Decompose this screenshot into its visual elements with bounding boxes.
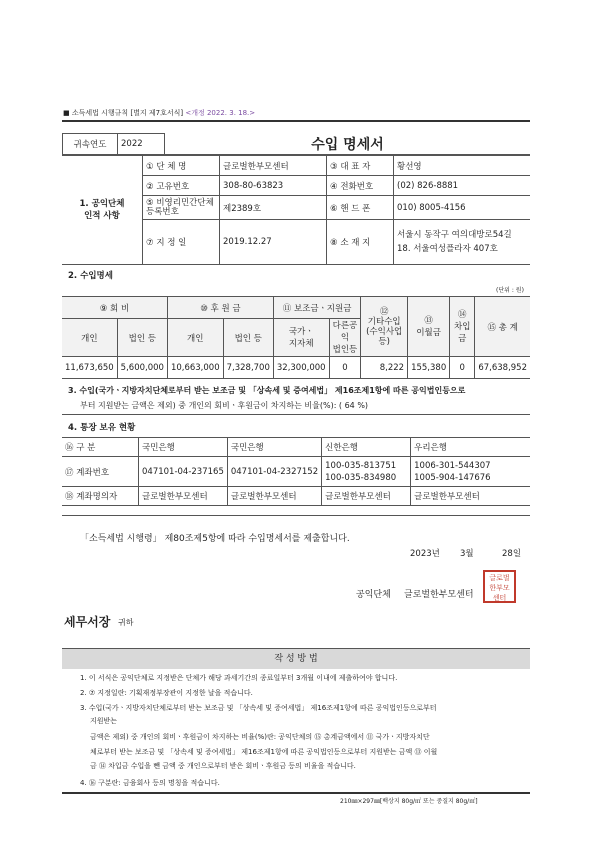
mobile-value: 010) 8005-4156	[394, 196, 531, 220]
val-fee-individual: 11,673,650	[62, 357, 117, 379]
income-unit: (단위 : 원)	[496, 287, 524, 294]
income-table	[62, 296, 530, 379]
rep-label: ③ 대 표 자	[327, 156, 394, 176]
sub-corp: 법인 등	[117, 319, 167, 357]
phone-label: ④ 전화번호	[327, 176, 394, 196]
addr-value: 서울시 동작구 여의대방로54길 18. 서울여성플라자 407호	[394, 220, 531, 265]
paper-spec: 210㎜×297㎜[백상지 80g/㎡ 또는 중질지 80g/㎡]	[340, 798, 478, 805]
idno-value: 308-80-63823	[220, 176, 327, 196]
income-section-title: 2. 수입명세	[68, 271, 113, 281]
holder-2: 글로벌한부모센터	[227, 487, 321, 506]
org-name: 글로벌한부모센터	[220, 156, 327, 176]
date-value: 2019.12.27	[220, 220, 327, 265]
acct-2: 047101-04-2327152	[227, 457, 321, 487]
mobile-label: ⑥ 핸 드 폰	[327, 196, 394, 220]
col-fee: ⑨ 회 비	[62, 297, 167, 319]
holder-label: ⑱ 계좌명의자	[62, 487, 139, 506]
col-carry: ⑬ 이월금	[408, 297, 450, 357]
sub-individual2: 개인	[167, 319, 223, 357]
sub-individual: 개인	[62, 319, 117, 357]
org-info-table	[62, 155, 530, 265]
form-title: 수입 명세서	[165, 134, 531, 155]
guide-item-3-cont3: 체로부터 받는 보조금 및 「상속세 및 증여세법」 제16조제1항에 따른 공익법인등으로부터 지원받는 금액 ⑬ 이월	[90, 748, 438, 756]
guide-item-2: 2. ⑦ 지정일란: 기획재정부장관이 지정한 날을 적습니다.	[80, 689, 253, 697]
header-bullet: ■	[63, 109, 70, 117]
holder-1: 글로벌한부모센터	[139, 487, 228, 506]
guide-item-1: 1. 이 서식은 공익단체로 지정받은 단체가 해당 과세기간의 종료일부터 3개월 이내에 제출하여야 합니다.	[80, 674, 398, 682]
bank-label: ⑯ 구 분	[62, 438, 139, 457]
signer-name: 글로벌한부모센터	[404, 590, 474, 600]
holder-4: 글로벌한부모센터	[411, 487, 530, 506]
val-subsidy-gov: 32,300,000	[273, 357, 329, 379]
val-donation-corp: 7,328,700	[223, 357, 273, 379]
bank-2: 국민은행	[227, 438, 321, 457]
guide-title: 작 성 방 법	[62, 648, 530, 669]
val-carry: 155,380	[408, 357, 450, 379]
year-label: 귀속연도	[63, 134, 118, 155]
accounts-table	[62, 437, 530, 506]
val-fee-corp: 5,600,000	[117, 357, 167, 379]
guide-item-3-cont2: 금액은 제외) 중 개인의 회비ㆍ후원금이 차지하는 비율(%)란: 공익단체의 ⑮ 총계금액에서 ⑪ 국가ㆍ지방자치단	[90, 733, 430, 741]
phone-value: (02) 826-8881	[394, 176, 531, 196]
col-total: ⑮ 총 계	[475, 297, 530, 357]
bank-1: 국민은행	[139, 438, 228, 457]
val-loan: 0	[450, 357, 475, 379]
ratio-text2: 부터 지원받는 금액은 제외) 중 개인의 회비ㆍ후원금이 차지하는 비율(%): ( 64 %)	[80, 401, 369, 410]
recipient: 세무서장	[64, 615, 111, 629]
accounts-section-title: 4. 통장 보유 현황	[68, 423, 136, 433]
guide-item-3: 3. 수입(국가ㆍ지방자치단체로부터 받는 보조금 및 「상속세 및 증여세법」 제16조제1항에 따른 공익법인등으로부터	[80, 704, 437, 712]
col-loan: ⑭ 차입금	[450, 297, 475, 357]
guide-item-3-cont: 지원받는	[90, 717, 118, 725]
header-law: 소득세법 시행규칙 [별지 제7호서식]	[71, 109, 184, 117]
val-other: 8,222	[361, 357, 408, 379]
year-value: 2022	[118, 134, 165, 155]
submit-month: 3월	[460, 549, 474, 559]
col-donation: ⑩ 후 원 금	[167, 297, 273, 319]
header-revision: <개정 2022. 3. 18.>	[185, 109, 256, 117]
holder-3: 글로벌한부모센터	[322, 487, 411, 506]
col-subsidy: ⑪ 보조금ㆍ지원금	[273, 297, 360, 319]
sub-otherorg: 다른공익 법인등	[329, 319, 361, 357]
date-label: ⑦ 지 정 일	[143, 220, 220, 265]
val-total: 67,638,952	[475, 357, 530, 379]
guide-item-4: 4. ⑯ 구분란: 금융회사 등의 명칭을 적습니다.	[80, 779, 220, 787]
bank-4: 우리은행	[411, 438, 530, 457]
guide-item-3-cont4: 금 ⑭ 차입금 수입을 뺀 금액 중 개인으로부터 받은 회비ㆍ후원금 등의 비율을 적습니다.	[90, 762, 356, 770]
submit-day: 28일	[502, 549, 522, 559]
ratio-block	[62, 382, 530, 415]
header-divider	[62, 120, 530, 122]
submit-statement: 「소득세법 시행령」 제80조제5항에 따라 수입명세서를 제출합니다.	[80, 534, 350, 544]
org-seal-stamp: 글로벌 한부모 센터	[483, 570, 516, 603]
org-section-title: 1. 공익단체 인적 사항	[62, 156, 143, 265]
accounts-bottom-divider	[62, 515, 530, 516]
form-header	[63, 108, 255, 118]
rep-name: 황선영	[394, 156, 531, 176]
reg-value: 제2389호	[220, 196, 327, 220]
title-table	[62, 133, 530, 155]
org-name-label: ① 단 체 명	[143, 156, 220, 176]
val-subsidy-otherorg: 0	[329, 357, 361, 379]
acct-label: ⑰ 계좌번호	[62, 457, 139, 487]
idno-label: ② 고유번호	[143, 176, 220, 196]
sub-corp2: 법인 등	[223, 319, 273, 357]
guide-bottom-rule	[62, 792, 530, 794]
addr-label: ⑧ 소 재 지	[327, 220, 394, 265]
acct-3: 100-035-813751 100-035-834980	[322, 457, 411, 487]
submit-year: 2023년	[410, 549, 440, 559]
sub-gov: 국가ㆍ 지자체	[273, 319, 329, 357]
acct-1: 047101-04-237165	[139, 457, 228, 487]
recipient-suffix: 귀하	[118, 618, 134, 627]
ratio-text: 3. 수입(국가ㆍ지방자치단체로부터 받는 보조금 및 「상속세 및 증여세법」 제16조제1항에 따른 공익법인등으로	[68, 386, 466, 395]
col-other: ⑫ 기타수입 (수익사업 등)	[361, 297, 408, 357]
val-donation-individual: 10,663,000	[167, 357, 223, 379]
signer-label: 공익단체	[356, 590, 391, 600]
reg-label: ⑤ 비영리민간단체 등록번호	[143, 196, 220, 220]
bank-3: 신한은행	[322, 438, 411, 457]
acct-4: 1006-301-544307 1005-904-147676	[411, 457, 530, 487]
